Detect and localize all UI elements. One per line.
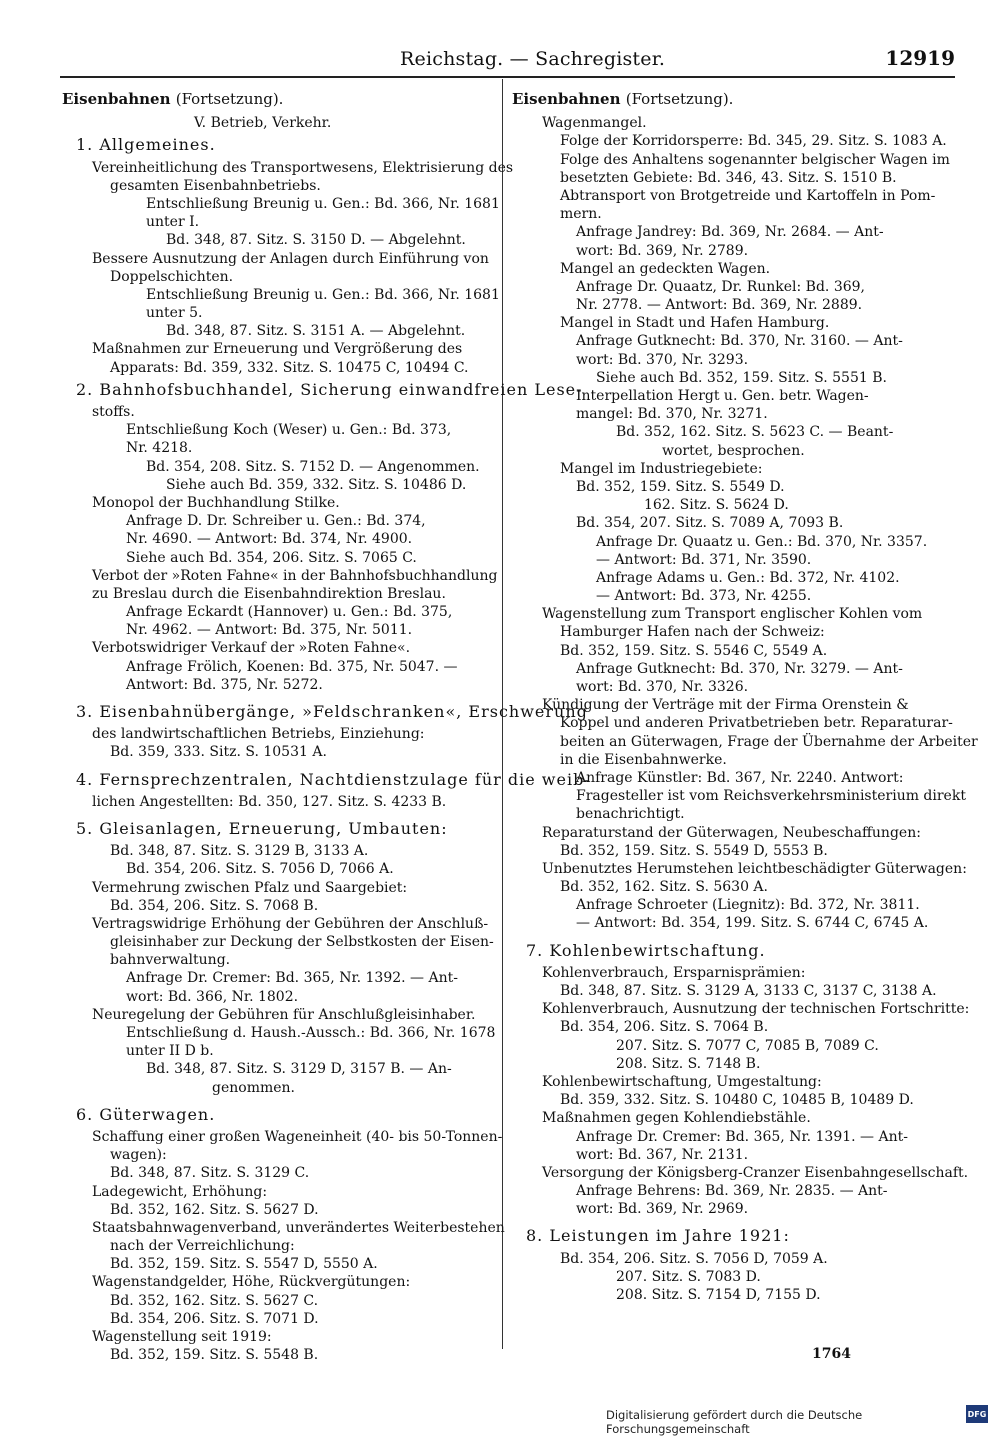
index-line: Bd. 348, 87. Sitz. S. 3129 A, 3133 C, 3137 C, 3138 A. — [560, 983, 937, 999]
section-heading: 6. Güterwagen. — [76, 1104, 216, 1124]
running-title: Reichstag. — Sachregister. — [400, 48, 666, 70]
index-line: Bd. 354, 208. Sitz. S. 7152 D. — Angenommen. — [146, 458, 480, 475]
index-line: Nr. 2778. — Antwort: Bd. 369, Nr. 2889. — [576, 297, 863, 314]
index-line: lichen Angestellten: Bd. 350, 127. Sitz. S. 4233 B. — [92, 793, 447, 810]
section-heading: 5. Gleisanlagen, Erneuerung, Umbauten: — [76, 818, 448, 838]
index-line: Bessere Ausnutzung der Anlagen durch Einführung von — [92, 250, 489, 267]
index-line: Bd. 352, 159. Sitz. S. 5548 B. — [110, 1347, 319, 1364]
index-line: Anfrage Dr. Cremer: Bd. 365, Nr. 1391. — Ant- — [576, 1128, 908, 1145]
index-line: Bd. 354, 206. Sitz. S. 7064 B. — [560, 1019, 769, 1036]
index-line: Mangel im Industriegebiete: — [560, 460, 763, 477]
index-line: gesamten Eisenbahnbetriebs. — [110, 177, 321, 194]
index-line: Verbot der »Roten Fahne« in der Bahnhofsbuchhandlung — [92, 567, 498, 584]
index-line: Anfrage Dr. Cremer: Bd. 365, Nr. 1392. — Ant- — [126, 970, 458, 987]
section-heading: 3. Eisenbahnübergänge, »Feldschranken«, Erschwerung — [76, 702, 588, 721]
index-line: wort: Bd. 370, Nr. 3326. — [576, 679, 749, 695]
index-line: Bd. 348, 87. Sitz. S. 3129 D, 3157 B. — An- — [146, 1061, 452, 1078]
index-line: Wagenstellung seit 1919: — [92, 1329, 272, 1345]
index-line: Bd. 352, 159. Sitz. S. 5546 C, 5549 A. — [560, 642, 828, 659]
index-line: Bd. 359, 332. Sitz. S. 10480 C, 10485 B, 10489 D. — [560, 1092, 914, 1109]
index-line: benachrichtigt. — [576, 806, 685, 823]
index-line: Bd. 348, 87. Sitz. S. 3151 A. — Abgelehnt. — [166, 323, 466, 340]
index-line: nach der Verreichlichung: — [110, 1238, 295, 1255]
index-line: besetzten Gebiete: Bd. 346, 43. Sitz. S. 1510 B. — [560, 169, 897, 186]
page-header — [60, 44, 955, 74]
index-line: Siehe auch Bd. 352, 159. Sitz. S. 5551 B. — [596, 369, 887, 386]
index-line: unter 5. — [146, 305, 203, 322]
index-line: 208. Sitz. S. 7154 D, 7155 D. — [616, 1287, 821, 1303]
index-line: Siehe auch Bd. 354, 206. Sitz. S. 7065 C. — [126, 549, 417, 566]
digitization-credit: Digitalisierung gefördert durch die Deutsche Forschungsgemeinschaft — [606, 1408, 863, 1436]
heading-note: (Fortsetzung). — [625, 90, 734, 108]
index-line: Bd. 354, 206. Sitz. S. 7056 D, 7066 A. — [126, 861, 394, 878]
index-line: Vertragswidrige Erhöhung der Gebühren der Anschluß- — [92, 915, 489, 932]
index-line: Wagenmangel. — [542, 115, 647, 132]
index-line: Kohlenbewirtschaftung, Umgestaltung: — [542, 1073, 822, 1090]
index-line: Nr. 4962. — Antwort: Bd. 375, Nr. 5011. — [126, 622, 413, 639]
index-line: mangel: Bd. 370, Nr. 3271. — [576, 406, 768, 423]
index-line: in die Eisenbahnwerke. — [560, 751, 727, 768]
index-line: — Antwort: Bd. 354, 199. Sitz. S. 6744 C, 6745 A. — [576, 915, 929, 932]
index-line: Bd. 352, 162. Sitz. S. 5627 D. — [110, 1201, 319, 1218]
index-line: Entschließung Breunig u. Gen.: Bd. 366, Nr. 1681 — [146, 195, 500, 212]
heading-note: (Fortsetzung). — [175, 90, 284, 108]
index-line: Nr. 4690. — Antwort: Bd. 374, Nr. 4900. — [126, 531, 413, 548]
index-line: Bd. 348, 87. Sitz. S. 3129 B, 3133 A. — [110, 843, 369, 860]
section-heading: 4. Fernsprechzentralen, Nachtdienstzulage für die weib- — [76, 769, 591, 789]
index-line: Versorgung der Königsberg-Cranzer Eisenbahngesellschaft. — [542, 1164, 969, 1181]
index-line: Anfrage Gutknecht: Bd. 370, Nr. 3160. — Ant- — [576, 333, 903, 350]
spacer — [512, 1218, 944, 1223]
index-line: Bd. 354, 206. Sitz. S. 7056 D, 7059 A. — [560, 1250, 828, 1267]
index-line: Antwort: Bd. 375, Nr. 5272. — [126, 676, 323, 693]
index-line: Anfrage Behrens: Bd. 369, Nr. 2835. — Ant- — [576, 1183, 888, 1200]
index-line: Siehe auch Bd. 359, 332. Sitz. S. 10486 D. — [166, 476, 467, 493]
index-line: Vereinheitlichung des Transportwesens, Elektrisierung des — [92, 159, 514, 176]
index-line: Maßnahmen zur Erneuerung und Vergrößerung des — [92, 341, 463, 358]
index-line: des landwirtschaftlichen Betriebs, Einziehung: — [92, 726, 425, 743]
index-line: Anfrage Dr. Quaatz u. Gen.: Bd. 370, Nr. 3357. — [596, 533, 928, 550]
heading-text: Eisenbahnen — [512, 90, 621, 108]
header-rule — [60, 76, 955, 78]
index-line: Bd. 348, 87. Sitz. S. 3150 D. — Abgelehnt. — [166, 232, 466, 249]
index-line: Reparaturstand der Güterwagen, Neubeschaffungen: — [542, 824, 921, 841]
index-line: Ladegewicht, Erhöhung: — [92, 1183, 268, 1200]
index-line: Anfrage Eckardt (Hannover) u. Gen.: Bd. 375, — [126, 604, 453, 621]
continued-heading — [512, 90, 944, 108]
index-line: Fragesteller ist vom Reichsverkehrsministerium direkt — [576, 788, 966, 805]
index-line: Bd. 352, 162. Sitz. S. 5630 A. — [560, 879, 768, 896]
continued-heading — [62, 90, 492, 108]
index-line: Kohlenverbrauch, Ausnutzung der technischen Fortschritte: — [542, 1001, 970, 1018]
index-line: Wagenstellung zum Transport englischer Kohlen vom — [542, 606, 923, 623]
index-line: Neuregelung der Gebühren für Anschlußgleisinhaber. — [92, 1006, 476, 1023]
index-line: V. Betrieb, Verkehr. — [194, 115, 332, 132]
spacer — [62, 694, 492, 699]
index-line: Maßnahmen gegen Kohlendiebstähle. — [542, 1110, 811, 1127]
index-line: zu Breslau durch die Eisenbahndirektion Breslau. — [92, 585, 446, 602]
index-line: mern. — [560, 206, 602, 223]
index-line: Bd. 352, 162. Sitz. S. 5623 C. — Beant- — [616, 424, 894, 441]
index-line: Kündigung der Verträge mit der Firma Orenstein & — [542, 697, 909, 714]
index-line: wort: Bd. 367, Nr. 2131. — [576, 1146, 749, 1163]
index-line: 207. Sitz. S. 7077 C, 7085 B, 7089 C. — [616, 1037, 879, 1054]
index-line: Folge des Anhaltens sogenannter belgischer Wagen im — [560, 151, 950, 168]
right-column — [512, 90, 978, 1304]
index-line: Bd. 359, 333. Sitz. S. 10531 A. — [110, 744, 327, 761]
index-line: wort: Bd. 370, Nr. 3293. — [576, 351, 749, 368]
index-line: Nr. 4218. — [126, 440, 193, 457]
index-line: Anfrage D. Dr. Schreiber u. Gen.: Bd. 374, — [126, 513, 426, 530]
index-line: gleisinhaber zur Deckung der Selbstkosten der Eisen- — [110, 934, 494, 951]
index-line: Vermehrung zwischen Pfalz und Saargebiet: — [92, 879, 408, 896]
index-line: Bd. 354, 206. Sitz. S. 7068 B. — [110, 897, 319, 914]
index-line: unter I. — [146, 214, 200, 231]
index-line: wagen): — [110, 1147, 167, 1164]
index-line: Anfrage Frölich, Koenen: Bd. 375, Nr. 5047. — — [126, 658, 458, 675]
index-line: Interpellation Hergt u. Gen. betr. Wagen- — [576, 388, 869, 404]
index-line: Bd. 352, 159. Sitz. S. 5547 D, 5550 A. — [110, 1256, 378, 1273]
index-line: Anfrage Künstler: Bd. 367, Nr. 2240. Antwort: — [576, 769, 904, 786]
index-line: Bd. 352, 162. Sitz. S. 5627 C. — [110, 1292, 319, 1309]
index-line: wortet, besprochen. — [662, 442, 805, 459]
index-line: Folge der Korridorsperre: Bd. 345, 29. Sitz. S. 1083 A. — [560, 133, 947, 150]
spacer — [512, 933, 944, 938]
index-line: Apparats: Bd. 359, 332. Sitz. S. 10475 C, 10494 C. — [110, 359, 469, 376]
footer-page-number: 1764 — [812, 1346, 851, 1362]
index-line: — Antwort: Bd. 373, Nr. 4255. — [596, 588, 812, 605]
index-line: Doppelschichten. — [110, 268, 234, 285]
index-line: wort: Bd. 366, Nr. 1802. — [126, 988, 299, 1005]
index-line: Verbotswidriger Verkauf der »Roten Fahne«. — [92, 640, 411, 657]
index-line: genommen. — [212, 1079, 295, 1096]
index-line: stoffs. — [92, 404, 135, 420]
index-line: Hamburger Hafen nach der Schweiz: — [560, 624, 825, 641]
index-line: 208. Sitz. S. 7148 B. — [616, 1055, 761, 1072]
heading-text: Eisenbahnen — [62, 90, 171, 108]
index-line: Mangel in Stadt und Hafen Hamburg. — [560, 315, 830, 332]
index-line: 207. Sitz. S. 7083 D. — [616, 1268, 761, 1285]
index-line: Bd. 352, 159. Sitz. S. 5549 D, 5553 B. — [560, 842, 828, 859]
index-line: Bd. 348, 87. Sitz. S. 3129 C. — [110, 1165, 310, 1182]
index-line: Koppel und anderen Privatbetrieben betr. Reparaturar- — [560, 715, 953, 732]
index-line: Bd. 354, 206. Sitz. S. 7071 D. — [110, 1310, 319, 1327]
index-line: Anfrage Adams u. Gen.: Bd. 372, Nr. 4102. — [596, 569, 900, 586]
index-line: Anfrage Dr. Quaatz, Dr. Runkel: Bd. 369, — [576, 278, 866, 295]
index-line: bahnverwaltung. — [110, 952, 231, 969]
index-line: 162. Sitz. S. 5624 D. — [644, 497, 789, 514]
spacer — [62, 1097, 492, 1102]
spacer — [62, 811, 492, 816]
index-line: Entschließung Breunig u. Gen.: Bd. 366, Nr. 1681 — [146, 286, 500, 303]
index-line: Kohlenverbrauch, Ersparnisprämien: — [542, 964, 806, 981]
section-heading: 2. Bahnhofsbuchhandel, Sicherung einwandfreien Lese- — [76, 379, 583, 399]
index-line: beiten an Güterwagen, Frage der Übernahme der Arbeiter — [560, 733, 978, 750]
index-line: Bd. 354, 207. Sitz. S. 7089 A, 7093 B. — [576, 515, 844, 532]
section-heading: 8. Leistungen im Jahre 1921: — [526, 1226, 790, 1246]
index-line: Unbenutztes Herumstehen leichtbeschädigter Güterwagen: — [542, 860, 967, 877]
index-line: Entschließung Koch (Weser) u. Gen.: Bd. 373, — [126, 422, 452, 439]
index-line: Anfrage Jandrey: Bd. 369, Nr. 2684. — Ant- — [576, 224, 884, 241]
index-line: Staatsbahnwagenverband, unverändertes Weiterbestehen — [92, 1219, 505, 1236]
index-line: Anfrage Schroeter (Liegnitz): Bd. 372, Nr. 3811. — [576, 897, 920, 914]
dfg-logo: DFG — [966, 1405, 988, 1423]
index-line: Bd. 352, 159. Sitz. S. 5549 D. — [576, 478, 785, 495]
page-number: 12919 — [885, 46, 955, 70]
index-line: wort: Bd. 369, Nr. 2789. — [576, 242, 749, 259]
index-line: wort: Bd. 369, Nr. 2969. — [576, 1201, 749, 1218]
spacer — [62, 762, 492, 767]
index-line: Abtransport von Brotgetreide und Kartoffeln in Pom- — [560, 187, 936, 204]
index-line: unter II D b. — [126, 1043, 214, 1060]
section-heading: 1. Allgemeines. — [76, 135, 216, 155]
index-line: Schaffung einer großen Wageneinheit (40- bis 50-Tonnen- — [92, 1128, 503, 1145]
index-line: Anfrage Gutknecht: Bd. 370, Nr. 3279. — Ant- — [576, 660, 903, 677]
index-line: Monopol der Buchhandlung Stilke. — [92, 494, 340, 511]
index-line: Entschließung d. Haush.-Aussch.: Bd. 366, Nr. 1678 — [126, 1025, 496, 1041]
index-line: Mangel an gedeckten Wagen. — [560, 260, 771, 277]
section-heading: 7. Kohlenbewirtschaftung. — [526, 940, 766, 960]
right-entries — [512, 114, 978, 1304]
index-line: — Antwort: Bd. 371, Nr. 3590. — [596, 551, 812, 568]
index-line: Wagenstandgelder, Höhe, Rückvergütungen: — [92, 1274, 411, 1291]
